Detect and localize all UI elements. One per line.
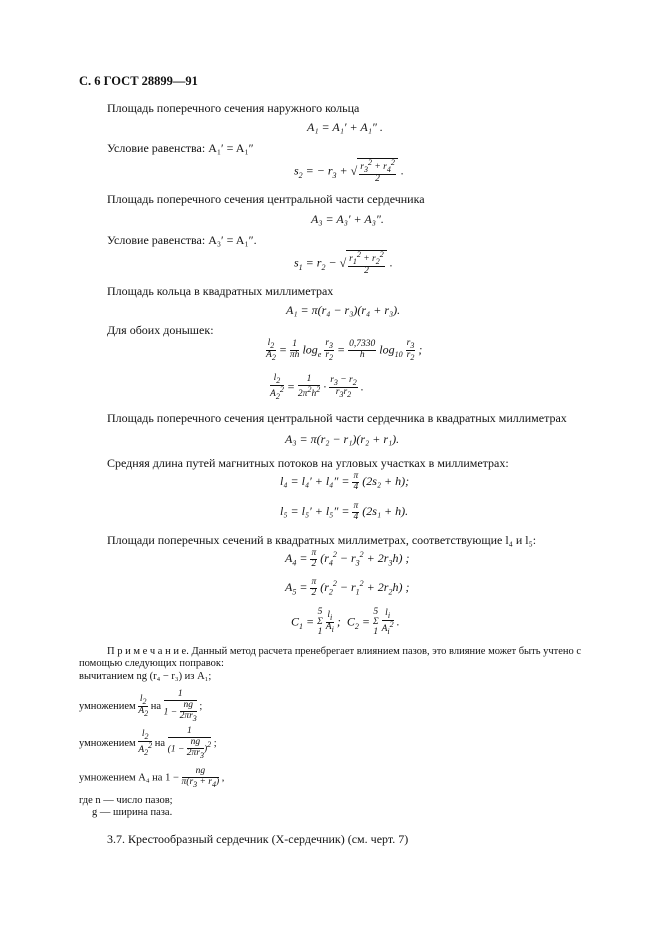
text-outer-ring: Площадь поперечного сечения наружного кольца bbox=[107, 101, 360, 115]
eq-c1-c2: $C_1$ = 5 Σ 1 $\frac{l_i}{A_i}$ ; $C_2$ = 5 Σ 1 $\frac{l_i}{A_i^2}$ . bbox=[291, 607, 400, 637]
eq-a5: $A_5$ = $\frac{\pi}{2}$ $(r_2^2 - r_1^2 + 2r_2h)$ ; bbox=[285, 577, 410, 598]
note-correction-4: умножением A₄ на 1 − $\frac{ng}{\pi(r_3 + r_4)}$ , bbox=[79, 766, 225, 789]
text-central-area: Площадь поперечного сечения центральной части сердечника в квадратных миллиметрах bbox=[107, 411, 567, 425]
note-where-n: где n — число пазов; bbox=[79, 795, 173, 806]
text-bottoms: Для обоих донышек: bbox=[107, 323, 214, 337]
text-cross-sections: Площади поперечных сечений в квадратных миллиметрах, соответствующие l₄ и l₅: bbox=[107, 533, 537, 547]
text-condition-1: Условие равенства: A₁′ = A₁″ bbox=[107, 141, 254, 155]
note-line-2: помощью следующих поправок: bbox=[79, 658, 224, 669]
note-correction-2: умножением $\frac{l_2}{A_2}$ на 1 1 − $\frac{ng}{2\pi r_3}$ ; bbox=[79, 689, 203, 723]
eq-a1: A₁ = A₁′ + A₁″ . bbox=[307, 120, 383, 134]
text-flux-length: Средняя длина путей магнитных потоков на угловых участках в миллиметрах: bbox=[107, 456, 509, 470]
eq-a3: A₃ = A₃′ + A₃″. bbox=[311, 212, 384, 226]
eq-l2-a2sq: $\frac{l_2}{A_2^2}$ = $\frac{1}{2\pi^2h^2}$ · $\frac{r_3 - r_2}{r_3r_2}$ . bbox=[270, 373, 364, 402]
eq-a3-pi: A₃ = π(r₂ − r₁)(r₂ + r₁). bbox=[285, 432, 400, 446]
note-where-g: g — ширина паза. bbox=[92, 807, 173, 818]
eq-a4: $A_4$ = $\frac{\pi}{2}$ $(r_4^2 - r_3^2 + 2r_3h)$ ; bbox=[285, 548, 410, 569]
text-central: Площадь поперечного сечения центральной части сердечника bbox=[107, 192, 425, 206]
note-correction-3: умножением $\frac{l_2}{A_2^2}$ на 1 (1 − $\frac{ng}{2\pi r_3}$ )$^2$ ; bbox=[79, 726, 217, 760]
note-line-1: П р и м е ч а н и е. Данный метод расчета пренебрегает влиянием пазов, это влияние может быть учтено с bbox=[107, 646, 582, 657]
eq-s2: $s_2$ = − $r_3$ + √ $\frac{r_3^2 + r_4^2}{2}$ . bbox=[294, 158, 404, 185]
text-condition-2: Условие равенства: A₃′ = A₁″. bbox=[107, 233, 257, 247]
eq-a1-pi: A₁ = π(r₄ − r₃)(r₄ + r₃). bbox=[286, 303, 401, 317]
section-3-7: 3.7. Крестообразный сердечник (Х-сердечник) (см. черт. 7) bbox=[107, 832, 409, 846]
eq-l4: l₄ = l₄′ + l₄″ = $\frac{\pi}{4}$ (2s₂ + h); bbox=[280, 471, 410, 492]
eq-s1: $s_1 = r_2$ − √ $\frac{r_1^2 + r_2^2}{2}$ . bbox=[294, 250, 393, 277]
note-correction-1: вычитанием ng (r₄ − r₃) из A₁; bbox=[79, 671, 212, 682]
eq-l2-a2: $\frac{l_2}{A_2}$ = $\frac{1}{\pi h}$ $\log_e$ $\frac{r_3}{r_2}$ = $\frac{0,7330}{h}$ $\log_{10}$ $\frac{r_3}{r_2}$ ; bbox=[266, 338, 423, 363]
text-ring-area: Площадь кольца в квадратных миллиметрах bbox=[107, 284, 334, 298]
eq-l5: l₅ = l₅′ + l₅″ = $\frac{\pi}{4}$ (2s₁ + h). bbox=[280, 501, 409, 522]
page-header: С. 6 ГОСТ 28899—91 bbox=[79, 74, 198, 88]
